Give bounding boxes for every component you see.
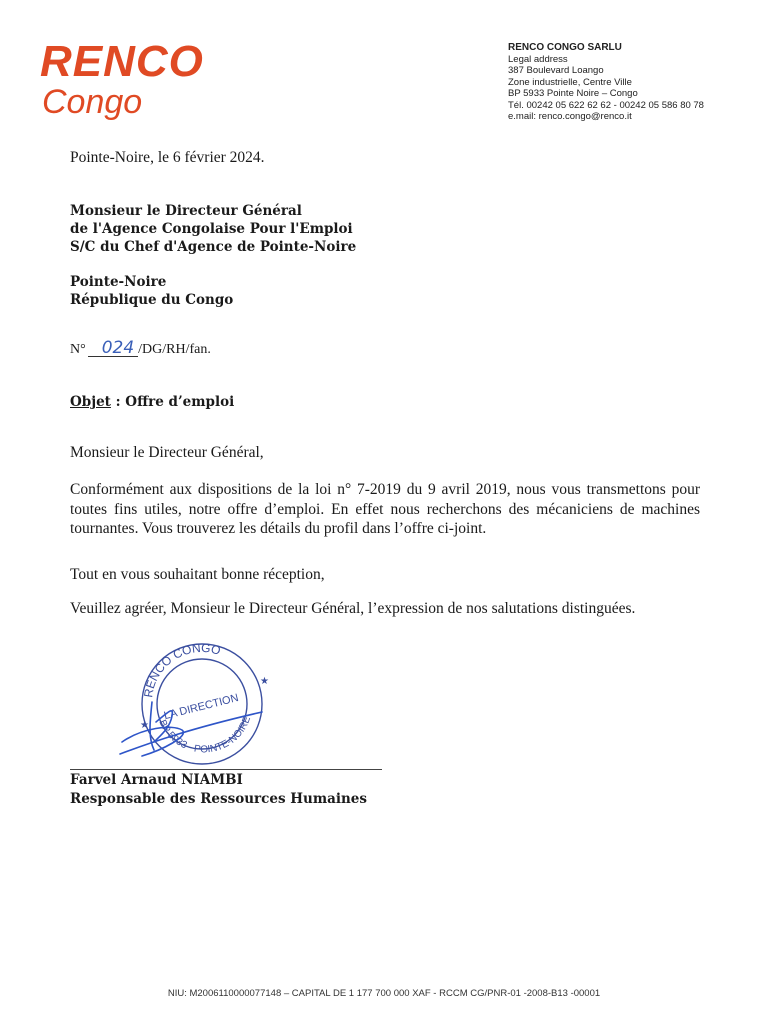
logo-renco-text: RENCO: [40, 37, 204, 86]
letter-date: Pointe-Noire, le 6 février 2024.: [70, 149, 265, 166]
stamp-bottom-text: BP 5933 - POINTE-NOIRE: [156, 715, 254, 756]
signatory-name: Farvel Arnaud NIAMBI: [70, 772, 243, 788]
company-email: e.mail: renco.congo@renco.it: [508, 111, 632, 122]
subject-line: [70, 394, 234, 410]
svg-text:★: ★: [140, 720, 149, 731]
svg-text:★: ★: [260, 676, 269, 687]
subject-text: : Offre d’emploi: [110, 394, 235, 410]
closing-formula: Veuillez agréer, Monsieur le Directeur Général, l’expression de nos salutations distinguées.: [70, 600, 636, 617]
company-stamp-icon: [112, 632, 292, 772]
logo-congo-text: Congo: [42, 83, 143, 121]
reference-prefix: N°: [70, 342, 86, 357]
company-address-line: 387 Boulevard Loango: [508, 65, 604, 76]
signature-rule: [70, 769, 382, 770]
company-address-block: [508, 42, 704, 123]
legal-footer: NIU: M2006110000077148 – CAPITAL DE 1 177 700 000 XAF - RCCM CG/PNR-01 -2008-B13 -00001: [167, 988, 601, 999]
reference-handwritten-number: 024: [88, 340, 138, 357]
company-address-line: Legal address: [508, 53, 568, 65]
signatory-title: Responsable des Ressources Humaines: [70, 791, 367, 807]
recipient-block: [70, 202, 356, 256]
recipient-line: S/C du Chef d'Agence de Pointe-Noire: [70, 239, 357, 255]
recipient-line: de l'Agence Congolaise Pour l'Emploi: [70, 221, 353, 237]
company-address-line: Zone industrielle, Centre Ville: [508, 76, 632, 88]
company-address-line: BP 5933 Pointe Noire – Congo: [508, 88, 638, 99]
recipient-city-block: [70, 273, 233, 309]
closing-line: Tout en vous souhaitant bonne réception,: [70, 566, 325, 583]
reference-number: [70, 340, 211, 358]
stamp-top-text: RENCO CONGO: [141, 640, 223, 699]
recipient-country: République du Congo: [70, 292, 234, 308]
reference-suffix: /DG/RH/fan.: [138, 342, 211, 357]
subject-label: Objet: [70, 394, 111, 410]
signatory-block: [70, 771, 367, 809]
stamp-center-text: LA DIRECTION: [162, 692, 240, 723]
company-name: RENCO CONGO SARLU: [508, 42, 622, 53]
salutation: Monsieur le Directeur Général,: [70, 444, 264, 461]
company-phone: Tél. 00242 05 622 62 62 - 00242 05 586 80 78: [508, 99, 704, 111]
body-paragraph: Conformément aux dispositions de la loi n° 7-2019 du 9 avril 2019, nous vous transmettons pour toutes fins utiles, notre offre d’emploi. En effet nous recherchons des mécaniciens de machines tournantes. Vous trouverez les détails du profil dans l’offre ci-joint.: [70, 481, 700, 537]
recipient-city: Pointe-Noire: [70, 274, 167, 290]
company-logo: [40, 37, 204, 121]
recipient-line: Monsieur le Directeur Général: [70, 203, 302, 219]
